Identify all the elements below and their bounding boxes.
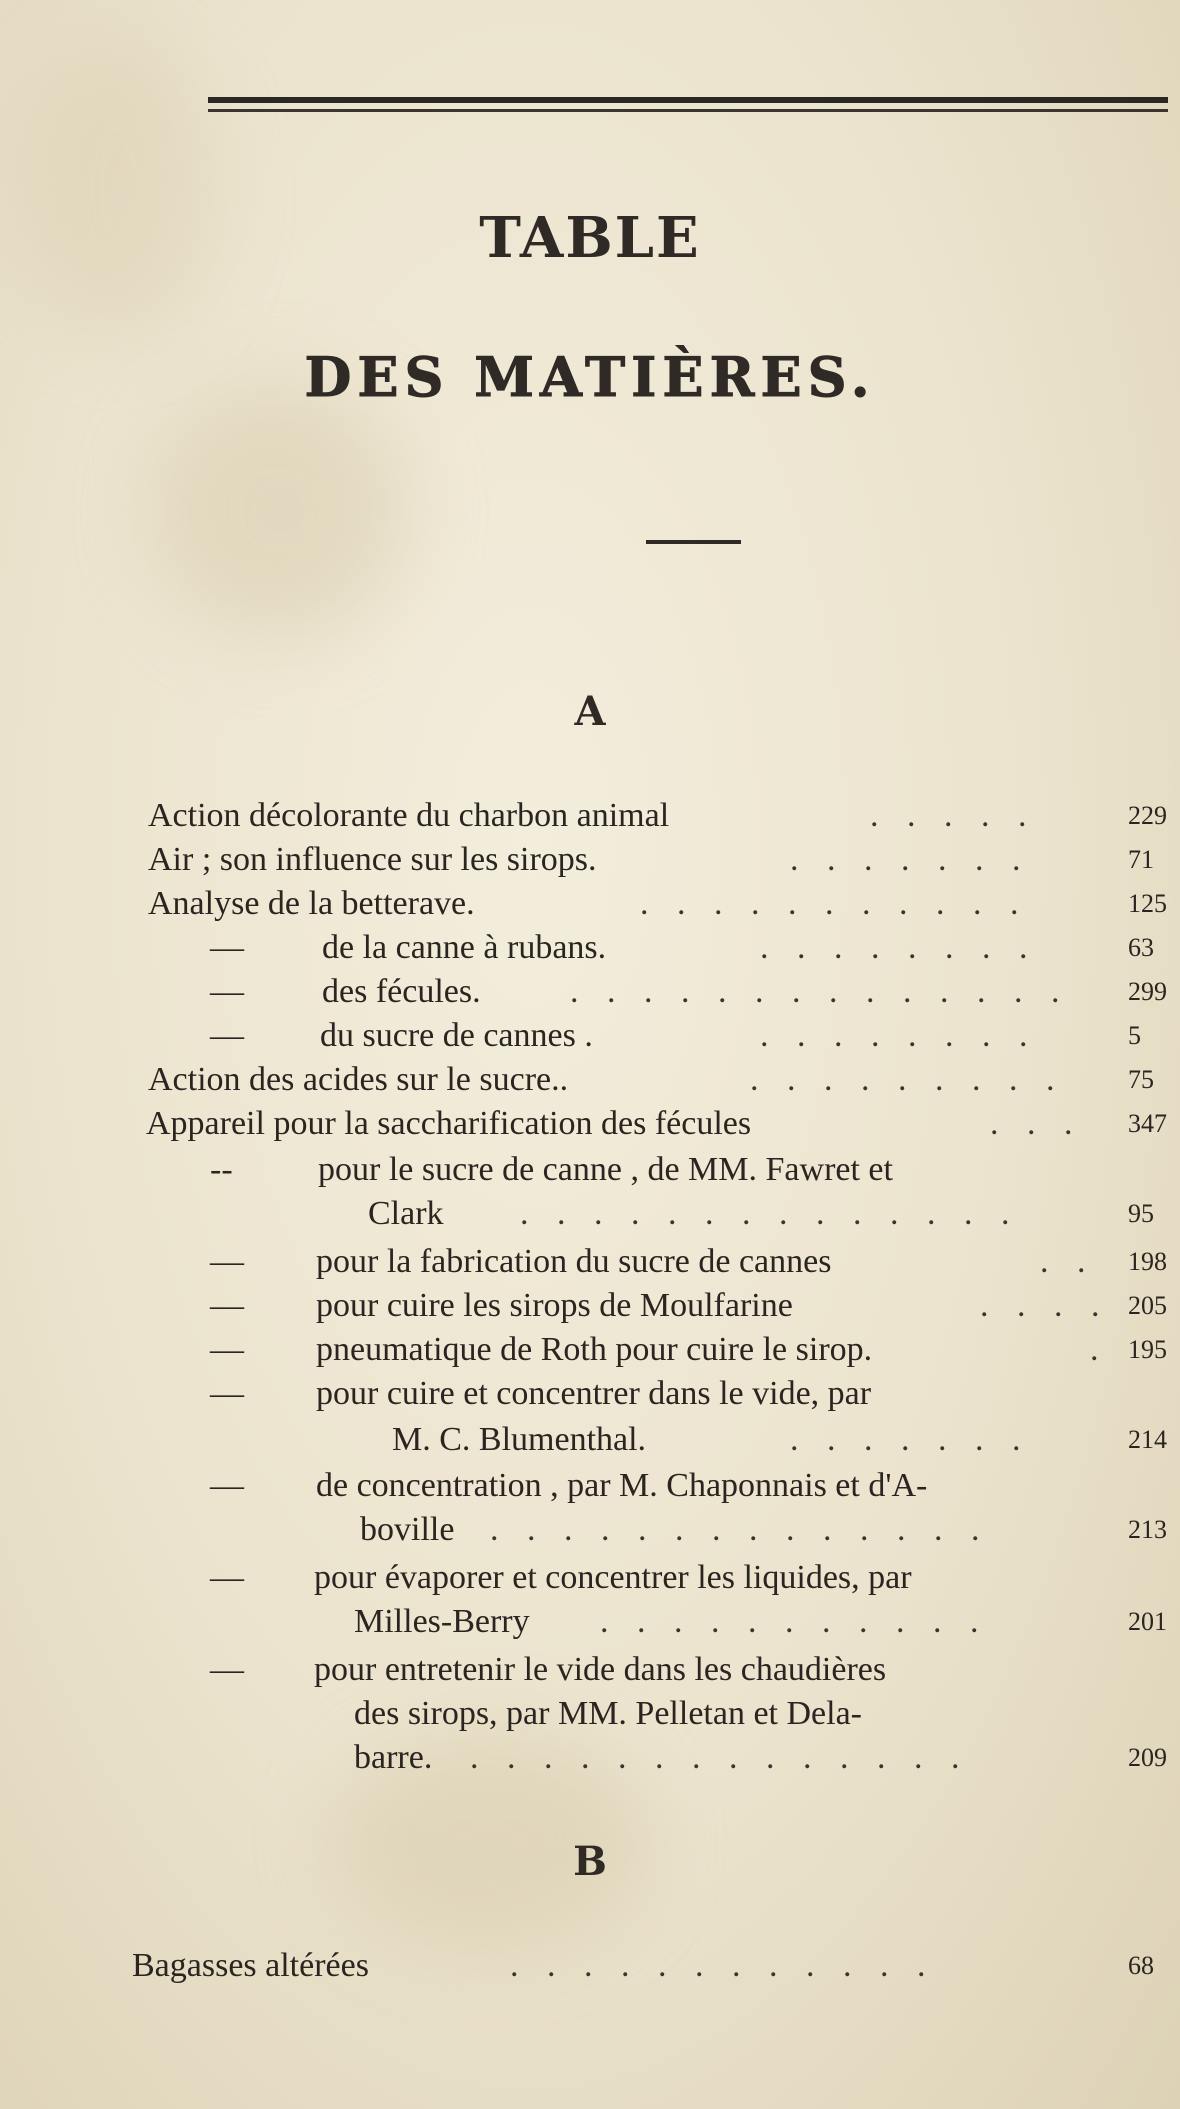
entry-text: Analyse de la betterave. (148, 885, 475, 922)
entry-text: pour entretenir le vide dans les chaudières (314, 1651, 887, 1688)
entry-leader: . . . . . . . . (760, 929, 1038, 966)
entry-text: Action des acides sur le sucre.. (148, 1061, 569, 1098)
entry-page: 71 (1128, 845, 1154, 874)
entry-page: 214 (1128, 1425, 1167, 1454)
toc-entry (0, 1600, 1180, 1644)
entry-page: 198 (1128, 1247, 1167, 1276)
entry-text: pour évaporer et concentrer les liquides, par (314, 1559, 912, 1596)
toc-entry (0, 1148, 1180, 1192)
toc-entry (0, 1556, 1180, 1600)
entry-leader: . . . . . (870, 797, 1037, 834)
entry-dash: — (210, 1467, 244, 1504)
toc-entry (0, 1418, 1180, 1462)
entry-leader: . . . . . . . . . . . . . . (470, 1739, 970, 1776)
entry-text: Bagasses altérées (132, 1947, 369, 1984)
entry-text: boville (360, 1511, 455, 1548)
entry-text: Appareil pour la saccharification des fécules (146, 1105, 752, 1142)
entry-leader: . . . . . . . . . . . (640, 885, 1029, 922)
toc-entry (0, 1736, 1180, 1780)
toc-entry (0, 1328, 1180, 1372)
entry-text: M. C. Blumenthal. (392, 1421, 647, 1458)
toc-entry (0, 1192, 1180, 1236)
entry-page: 205 (1128, 1291, 1167, 1320)
entry-leader: . . . . . . . . . . . . . . (520, 1195, 1020, 1232)
toc-entry (0, 1372, 1180, 1416)
entry-dash: — (210, 973, 244, 1010)
toc-entry (0, 1944, 1180, 1988)
toc-entry (0, 970, 1180, 1014)
entry-leader: . . . (990, 1105, 1083, 1142)
entry-page: 5 (1128, 1021, 1141, 1050)
toc-entry (0, 1648, 1180, 1692)
page-title: TABLE (479, 205, 701, 271)
entry-text: pour la fabrication du sucre de cannes (316, 1243, 832, 1280)
entry-dash: — (210, 1651, 244, 1688)
entry-leader: . . . . . . . . . (750, 1061, 1065, 1098)
entry-leader: . . . . (980, 1287, 1110, 1324)
entry-leader: . . . . . . . (790, 841, 1031, 878)
section-letter-b: B (573, 1838, 607, 1885)
toc-entry (0, 926, 1180, 970)
entry-text: pour le sucre de canne , de MM. Fawret et (318, 1151, 893, 1188)
entry-page: 299 (1128, 977, 1167, 1006)
top-rule (208, 97, 1168, 103)
entry-leader: . . . . . . . . . . . . . . (570, 973, 1070, 1010)
top-rule-thin (208, 109, 1168, 112)
toc-entry (0, 1692, 1180, 1736)
entry-text: Milles-Berry (354, 1603, 530, 1640)
toc-entry (0, 1284, 1180, 1328)
entry-page: 201 (1128, 1607, 1167, 1636)
toc-entry (0, 1102, 1180, 1146)
entry-dash: — (210, 1017, 244, 1054)
entry-text: des sirops, par MM. Pelletan et Dela- (354, 1695, 862, 1732)
entry-dash: — (210, 929, 244, 966)
entry-dash: — (210, 1243, 244, 1280)
entry-page: 229 (1128, 801, 1167, 830)
entry-dash: -- (210, 1151, 233, 1188)
toc-entry (0, 1464, 1180, 1508)
entry-text: Action décolorante du charbon animal (148, 797, 670, 834)
entry-text: pour cuire les sirops de Moulfarine (316, 1287, 793, 1324)
page-subtitle: DES MATIÈRES. (304, 345, 876, 409)
toc-entry (0, 1058, 1180, 1102)
section-letter-a: A (574, 688, 606, 735)
toc-entry (0, 1508, 1180, 1552)
entry-text: de la canne à rubans. (322, 929, 607, 966)
toc-entry (0, 794, 1180, 838)
entry-text: barre. (354, 1739, 433, 1776)
entry-text: Clark (368, 1195, 444, 1232)
toc-entry (0, 882, 1180, 926)
entry-leader: . . . . . . . . (760, 1017, 1038, 1054)
entry-leader: . . . . . . . . . . . (600, 1603, 989, 1640)
entry-page: 209 (1128, 1743, 1167, 1772)
entry-page: 95 (1128, 1199, 1154, 1228)
entry-page: 68 (1128, 1951, 1154, 1980)
entry-page: 347 (1128, 1109, 1167, 1138)
entry-page: 63 (1128, 933, 1154, 962)
entry-text: des fécules. (322, 973, 481, 1010)
entry-dash: — (210, 1287, 244, 1324)
entry-leader: . . (1040, 1243, 1096, 1280)
entry-text: pneumatique de Roth pour cuire le sirop. (316, 1331, 873, 1368)
entry-text: pour cuire et concentrer dans le vide, par (316, 1375, 872, 1412)
entry-leader: . (1090, 1331, 1109, 1368)
entry-leader: . . . . . . . (790, 1421, 1031, 1458)
toc-entry (0, 1014, 1180, 1058)
entry-dash: — (210, 1375, 244, 1412)
entry-leader: . . . . . . . . . . . . (510, 1947, 936, 1984)
entry-dash: — (210, 1559, 244, 1596)
entry-leader: . . . . . . . . . . . . . . (490, 1511, 990, 1548)
toc-entry (0, 838, 1180, 882)
entry-text: Air ; son influence sur les sirops. (148, 841, 597, 878)
entry-page: 195 (1128, 1335, 1167, 1364)
entry-page: 75 (1128, 1065, 1154, 1094)
entry-dash: — (210, 1331, 244, 1368)
toc-entry (0, 1240, 1180, 1284)
entry-text: du sucre de cannes . (320, 1017, 593, 1054)
entry-page: 213 (1128, 1515, 1167, 1544)
entry-text: de concentration , par M. Chaponnais et d'A- (316, 1467, 928, 1504)
title-divider (646, 540, 741, 544)
entry-page: 125 (1128, 889, 1167, 918)
